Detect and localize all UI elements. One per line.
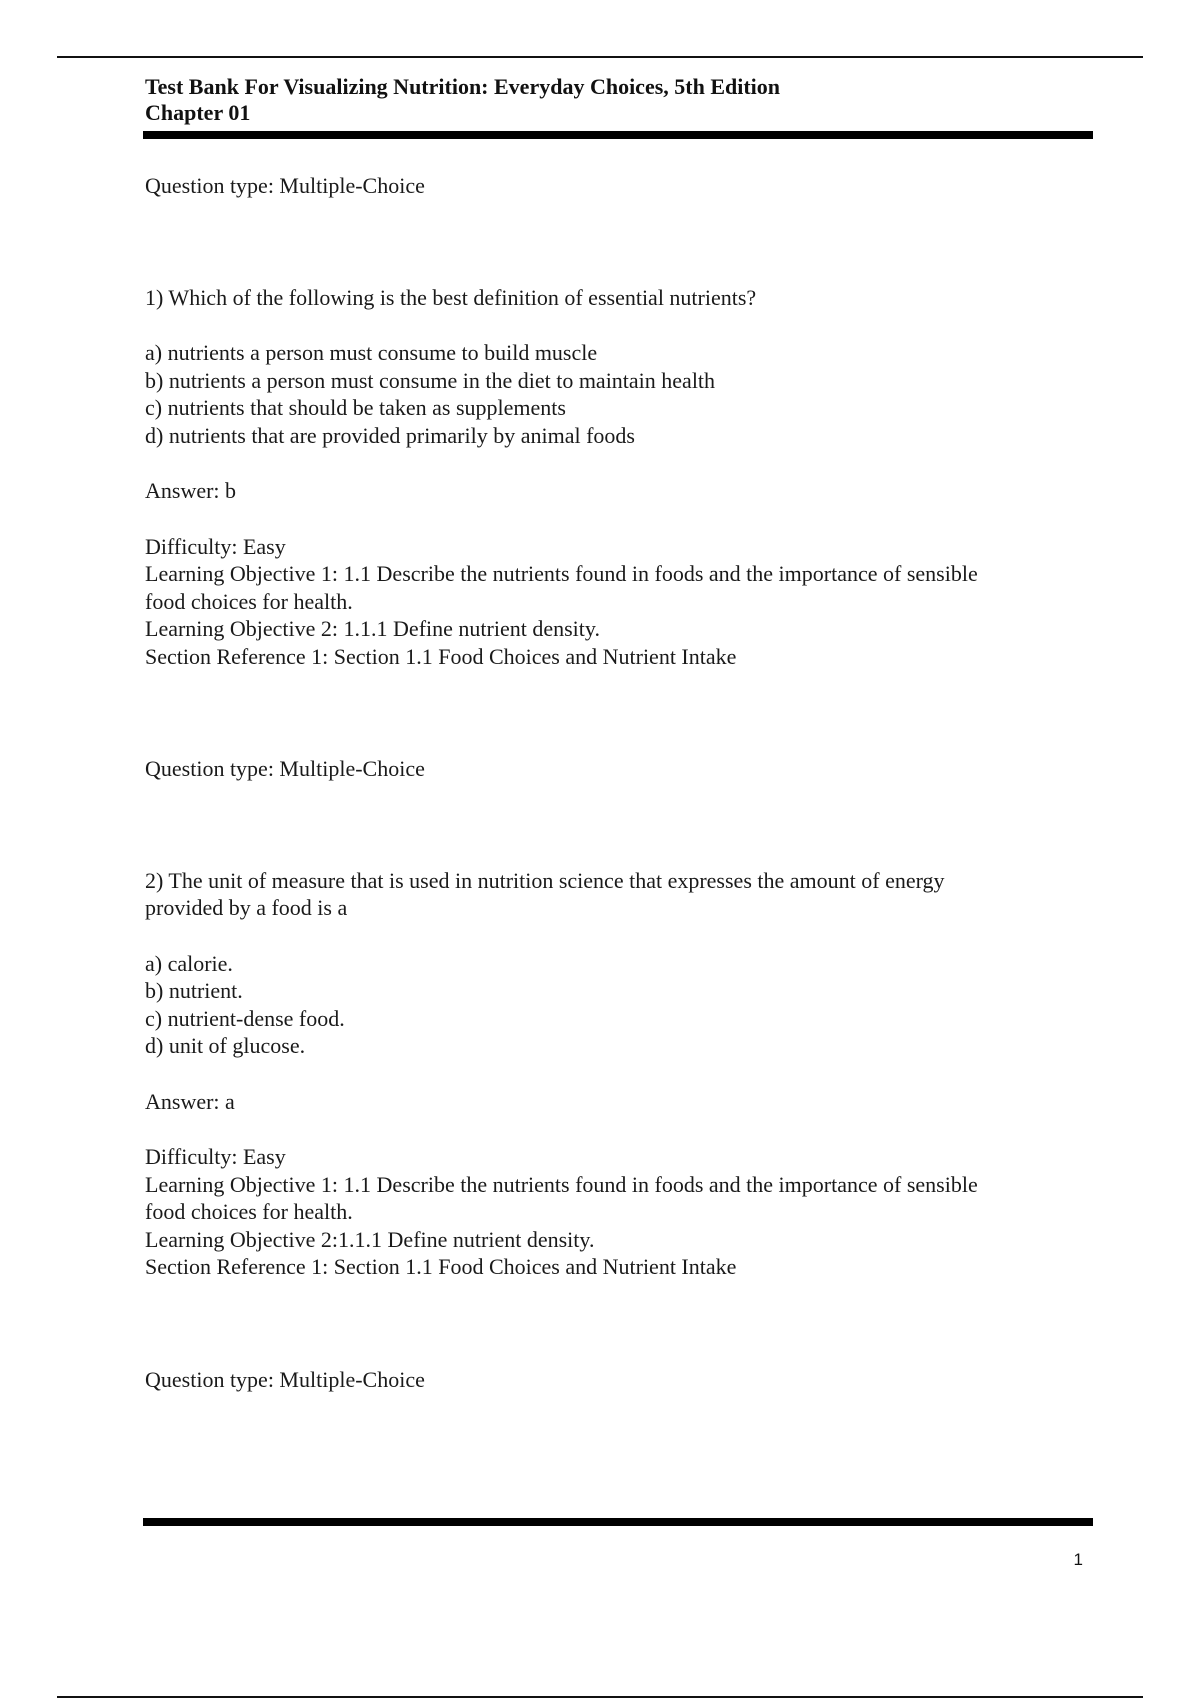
bottom-page-rule (57, 1696, 1143, 1698)
difficulty: Difficulty: Easy (145, 533, 286, 559)
question-stem: 1) Which of the following is the best definition of essential nutrients? (145, 284, 757, 310)
chapter-label: Chapter 01 (145, 100, 251, 125)
answer-key: Answer: a (145, 1088, 235, 1114)
question-list (145, 172, 1095, 1393)
difficulty: Difficulty: Easy (145, 1144, 286, 1169)
header-divider (143, 131, 1093, 139)
learning-objective-1: Learning Objective 1: 1.1 Describe the nutrients found in foods and the importance of sensible (145, 561, 978, 586)
answer-option: c) nutrients that should be taken as supplements (145, 395, 566, 420)
answer-option: b) nutrient. (145, 978, 243, 1003)
footer-divider (143, 1518, 1093, 1526)
answer-option: a) nutrients a person must consume to build muscle (145, 340, 598, 365)
learning-objective-1-cont: food choices for health. (145, 588, 353, 614)
answer-option: d) nutrients that are provided primarily by animal foods (145, 422, 635, 448)
document-header (145, 74, 1095, 126)
top-page-rule (57, 56, 1143, 58)
learning-objective-2: Learning Objective 2: 1.1.1 Define nutrient density. (145, 616, 600, 641)
answer-option: d) unit of glucose. (145, 1033, 306, 1058)
answer-option: c) nutrient-dense food. (145, 1005, 345, 1031)
section-reference: Section Reference 1: Section 1.1 Food Choices and Nutrient Intake (145, 1254, 737, 1279)
question-stem: 2) The unit of measure that is used in nutrition science that expresses the amount of energy (145, 867, 945, 893)
document-title: Test Bank For Visualizing Nutrition: Everyday Choices, 5th Edition (145, 74, 781, 99)
question-block (145, 172, 1095, 670)
learning-objective-1: Learning Objective 1: 1.1 Describe the nutrients found in foods and the importance of sensible (145, 1171, 978, 1197)
page-number: 1 (1073, 1550, 1083, 1569)
answer-key: Answer: b (145, 478, 237, 503)
learning-objective-1-cont: food choices for health. (145, 1199, 353, 1224)
question-type: Question type: Multiple-Choice (145, 756, 425, 781)
question-stem-cont: provided by a food is a (145, 895, 348, 920)
answer-option: b) nutrients a person must consume in the diet to maintain health (145, 367, 716, 393)
answer-option: a) calorie. (145, 950, 233, 976)
learning-objective-2: Learning Objective 2:1.1.1 Define nutrient density. (145, 1226, 595, 1252)
question-block (145, 755, 1095, 1281)
question-type: Question type: Multiple-Choice (145, 1366, 425, 1392)
section-reference: Section Reference 1: Section 1.1 Food Choices and Nutrient Intake (145, 643, 737, 669)
question-type: Question type: Multiple-Choice (145, 173, 425, 198)
